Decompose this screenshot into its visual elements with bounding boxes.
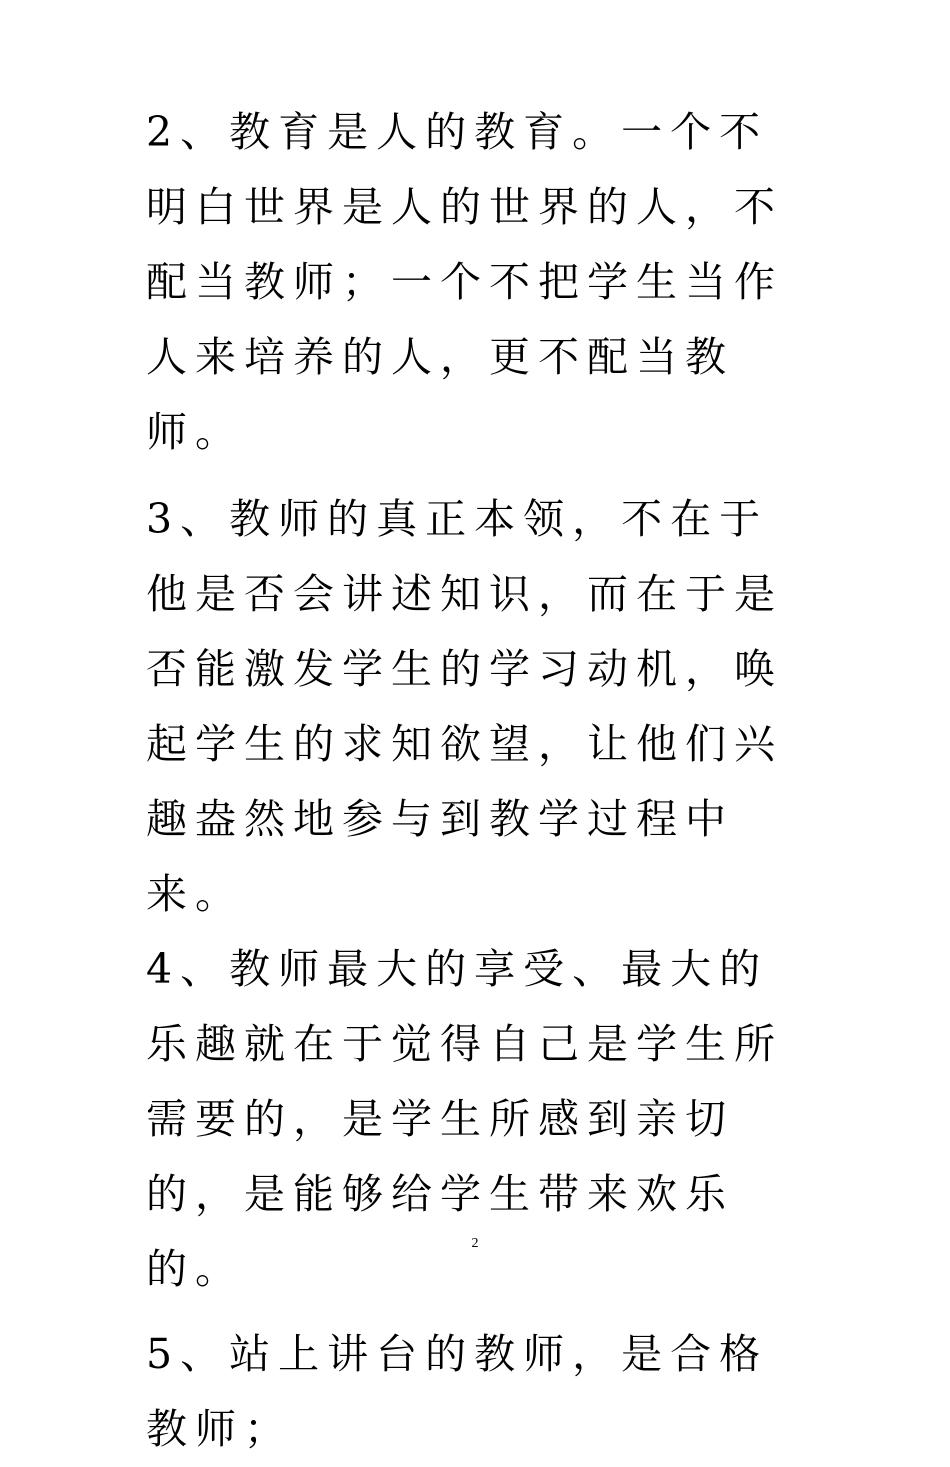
page-number: 2 xyxy=(471,1236,479,1251)
paragraph-3: 3、教师的真正本领，不在于他是否会讲述知识，而在于是否能激发学生的学习动机，唤起学生的求知欲望，让他们兴趣盎然地参与到教学过程中来。 xyxy=(146,495,783,918)
paragraph-2: 2、教育是人的教育。一个不明白世界是人的世界的人，不配当教师；一个不把学生当作人来培养的人，更不配当教师。 xyxy=(146,108,783,456)
paragraph-5: 5、站上讲台的教师，是合格教师； xyxy=(146,1330,769,1453)
document-body xyxy=(146,95,806,1467)
paragraph-4: 4、教师最大的享受、最大的乐趣就在于觉得自己是学生所需要的，是学生所感到亲切的，是能够给学生带来欢乐的。 xyxy=(146,945,783,1293)
